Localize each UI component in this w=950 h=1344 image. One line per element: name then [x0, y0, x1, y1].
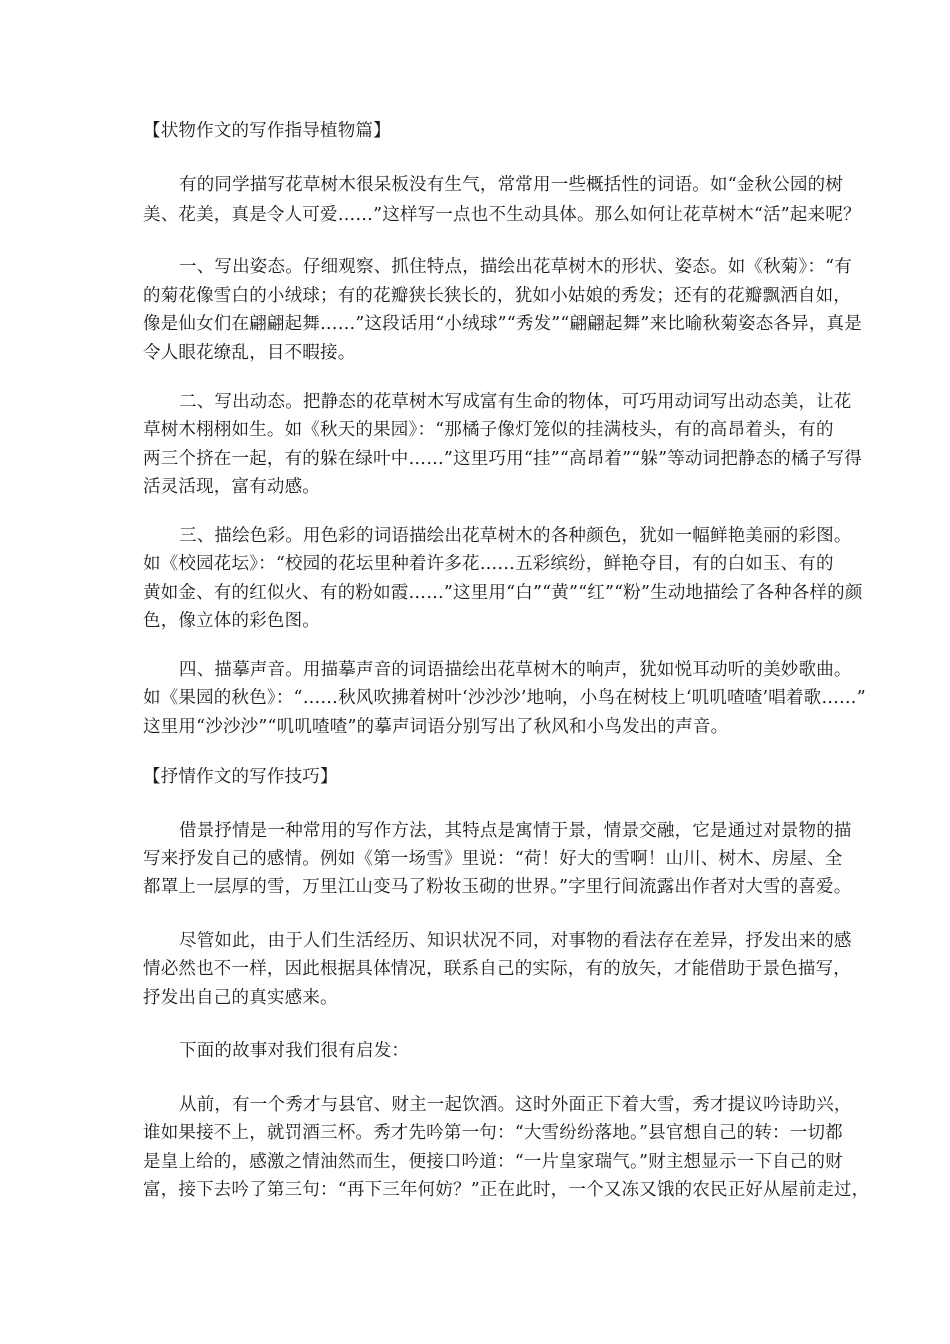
paragraph-line: 是皇上给的，感激之情油然而生，便接口吟道：“一片皇家瑞气。”财主想显示一下自己的财	[143, 1152, 843, 1172]
paragraph-story-intro: 下面的故事对我们很有启发：	[179, 1041, 410, 1061]
paragraph-line: 都罩上一层厚的雪，万里江山变马了粉妆玉砌的世界。”字里行间流露出作者对大雪的喜爱。	[143, 877, 852, 897]
paragraph-line: 黄如金、有的红似火、有的粉如霞……”这里用“白”“黄”“红”“粉”生动地描绘了各种各样的颜	[143, 583, 863, 603]
paragraph-line: 如《校园花坛》：“校园的花坛里种着许多花……五彩缤纷，鲜艳夺目，有的白如玉、有的	[143, 554, 834, 574]
paragraph-line: 两三个挤在一起，有的躲在绿叶中……”这里巧用“挂”“高昂着”“躲”等动词把静态的橘子写得	[143, 449, 862, 469]
paragraph-line: 一、写出姿态。仔细观察、抓住特点，描绘出花草树木的形状、姿态。如《秋菊》：“有	[179, 257, 852, 277]
paragraph-line: 尽管如此，由于人们生活经历、知识状况不同，对事物的看法存在差异，抒发出来的感	[179, 931, 852, 951]
paragraph-line: 美、花美，真是令人可爱……”这样写一点也不生动具体。那么如何让花草树木“活”起来呢？	[143, 205, 861, 225]
paragraph-line: 的菊花像雪白的小绒球；有的花瓣狭长狭长的，犹如小姑娘的秀发；还有的花瓣飘洒自如，	[143, 286, 851, 306]
paragraph-line: 活灵活现，富有动感。	[143, 477, 320, 497]
paragraph-line: 令人眼花缭乱，目不暇接。	[143, 343, 356, 363]
section-heading-lyrical: 【抒情作文的写作技巧】	[143, 767, 338, 787]
paragraph-line: 抒发出自己的真实感来。	[143, 988, 338, 1008]
paragraph-line: 谁如果接不上，就罚酒三杯。秀才先吟第一句：“大雪纷纷落地。”县官想自己的转：一切都	[143, 1123, 843, 1143]
paragraph-line: 草树木栩栩如生。如《秋天的果园》：“那橘子像灯笼似的挂满枝头，有的高昂着头，有的	[143, 420, 834, 440]
paragraph-line: 借景抒情是一种常用的写作方法，其特点是寓情于景，情景交融，它是通过对景物的描	[179, 821, 852, 841]
paragraph-line: 写来抒发自己的感情。例如《第一场雪》里说：“荷！好大的雪啊！山川、树木、房屋、全	[143, 849, 843, 869]
paragraph-line: 有的同学描写花草树木很呆板没有生气，常常用一些概括性的词语。如“金秋公园的树	[179, 175, 844, 195]
paragraph-line: 二、写出动态。把静态的花草树木写成富有生命的物体，可巧用动词写出动态美，让花	[179, 392, 852, 412]
section-heading-plants: 【状物作文的写作指导植物篇】	[143, 121, 391, 141]
paragraph-line: 这里用“沙沙沙”“叽叽喳喳”的摹声词语分别写出了秋风和小鸟发出的声音。	[143, 717, 729, 737]
paragraph-line: 色，像立体的彩色图。	[143, 611, 320, 631]
paragraph-line: 富，接下去吟了第三句：“再下三年何妨？”正在此时，一个又冻又饿的农民正好从屋前走过，	[143, 1180, 870, 1200]
paragraph-line: 从前，有一个秀才与县官、财主一起饮酒。这时外面正下着大雪，秀才提议吟诗助兴，	[179, 1095, 852, 1115]
paragraph-line: 情必然也不一样，因此根据具体情况，联系自己的实际，有的放矢，才能借助于景色描写，	[143, 959, 851, 979]
paragraph-line: 如《果园的秋色》：“……秋风吹拂着树叶‘沙沙沙’地响，小鸟在树枝上‘叽叽喳喳’唱着歌……”	[143, 688, 866, 708]
paragraph-line: 三、描绘色彩。用色彩的词语描绘出花草树木的各种颜色，犹如一幅鲜艳美丽的彩图。	[179, 526, 852, 546]
paragraph-line: 四、描摹声音。用描摹声音的词语描绘出花草树木的响声，犹如悦耳动听的美妙歌曲。	[179, 660, 852, 680]
paragraph-line: 像是仙女们在翩翩起舞……”这段话用“小绒球”“秀发”“翩翩起舞”来比喻秋菊姿态各异，真是	[143, 314, 862, 334]
